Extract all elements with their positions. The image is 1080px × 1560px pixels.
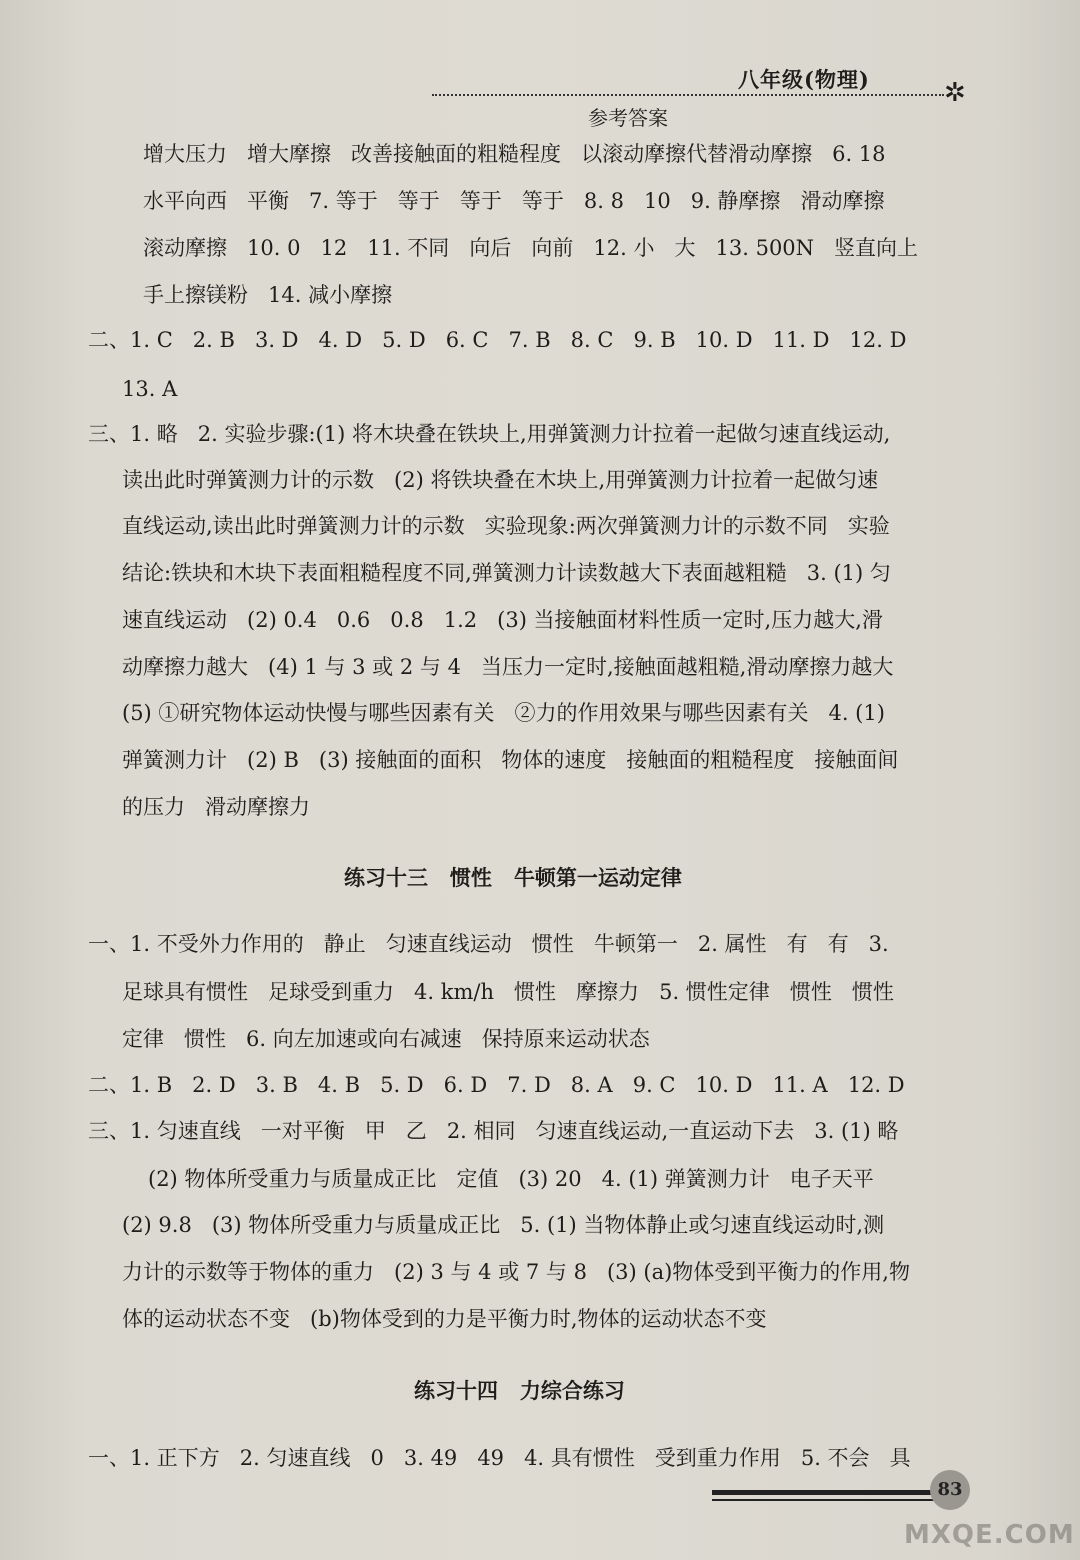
- star-ornament-icon: ✲: [944, 78, 966, 108]
- text-line: 三、1. 匀速直线 一对平衡 甲 乙 2. 相同 匀速直线运动,一直运动下去 3. (1) 略: [88, 1119, 899, 1143]
- text-line: 直线运动,读出此时弹簧测力计的示数 实验现象:两次弹簧测力计的示数不同 实验: [122, 514, 890, 538]
- text-line: 读出此时弹簧测力计的示数 (2) 将铁块叠在木块上,用弹簧测力计拉着一起做匀速: [122, 468, 879, 492]
- text-line: 二、1. B 2. D 3. B 4. B 5. D 6. D 7. D 8. A 9. C 10. D 11. A 12. D: [88, 1073, 905, 1097]
- text-line: 定律 惯性 6. 向左加速或向右减速 保持原来运动状态: [122, 1027, 650, 1051]
- text-line: 速直线运动 (2) 0.4 0.6 0.8 1.2 (3) 当接触面材料性质一定时,压力越大,滑: [122, 608, 883, 632]
- text-line: 一、1. 正下方 2. 匀速直线 0 3. 49 49 4. 具有惯性 受到重力作用 5. 不会 具: [88, 1446, 911, 1470]
- footer-rule: [712, 1499, 934, 1501]
- text-line: 一、1. 不受外力作用的 静止 匀速直线运动 惯性 牛顿第一 2. 属性 有 有 3.: [88, 932, 889, 956]
- header-grade: 八年级(物理): [738, 67, 870, 92]
- text-line: 二、1. C 2. B 3. D 4. D 5. D 6. C 7. B 8. C 9. B 10. D 11. D 12. D: [88, 328, 907, 352]
- watermark-logo: MXQE.COM: [904, 1520, 1075, 1550]
- text-line: 动摩擦力越大 (4) 1 与 3 或 2 与 4 当压力一定时,接触面越粗糙,滑动摩擦力越大: [122, 655, 894, 679]
- text-line: 体的运动状态不变 (b)物体受到的力是平衡力时,物体的运动状态不变: [122, 1307, 767, 1331]
- footer-rule: [712, 1490, 934, 1495]
- text-line: 三、1. 略 2. 实验步骤:(1) 将木块叠在铁块上,用弹簧测力计拉着一起做匀速直线运动,: [88, 422, 891, 446]
- text-line: 结论:铁块和木块下表面粗糙程度不同,弹簧测力计读数越大下表面越粗糙 3. (1) 匀: [122, 561, 891, 585]
- text-line: (2) 9.8 (3) 物体所受重力与质量成正比 5. (1) 当物体静止或匀速直线运动时,测: [122, 1213, 885, 1237]
- text-line: 弹簧测力计 (2) B (3) 接触面的面积 物体的速度 接触面的粗糙程度 接触面间: [122, 748, 899, 772]
- header-dotted-rule: [432, 94, 944, 96]
- text-line: 手上擦镁粉 14. 减小摩擦: [143, 283, 393, 307]
- text-line: 力计的示数等于物体的重力 (2) 3 与 4 或 7 与 8 (3) (a)物体受到平衡力的作用,物: [122, 1260, 910, 1284]
- header-subtitle: 参考答案: [588, 106, 668, 130]
- text-line: (2) 物体所受重力与质量成正比 定值 (3) 20 4. (1) 弹簧测力计 电子天平: [148, 1167, 874, 1191]
- page-number: 83: [930, 1470, 970, 1510]
- text-line: 足球具有惯性 足球受到重力 4. km/h 惯性 摩擦力 5. 惯性定律 惯性 惯性: [122, 980, 894, 1004]
- text-line: 13. A: [122, 377, 178, 401]
- section-title: 练习十四 力综合练习: [414, 1378, 625, 1403]
- section-title: 练习十三 惯性 牛顿第一运动定律: [344, 865, 682, 890]
- text-line: (5) ①研究物体运动快慢与哪些因素有关 ②力的作用效果与哪些因素有关 4. (1): [122, 701, 885, 725]
- text-line: 增大压力 增大摩擦 改善接触面的粗糙程度 以滚动摩擦代替滑动摩擦 6. 18: [143, 142, 886, 166]
- text-line: 的压力 滑动摩擦力: [122, 795, 311, 819]
- text-line: 水平向西 平衡 7. 等于 等于 等于 等于 8. 8 10 9. 静摩擦 滑动摩擦: [143, 189, 885, 213]
- text-line: 滚动摩擦 10. 0 12 11. 不同 向后 向前 12. 小 大 13. 500N 竖直向上: [143, 236, 919, 260]
